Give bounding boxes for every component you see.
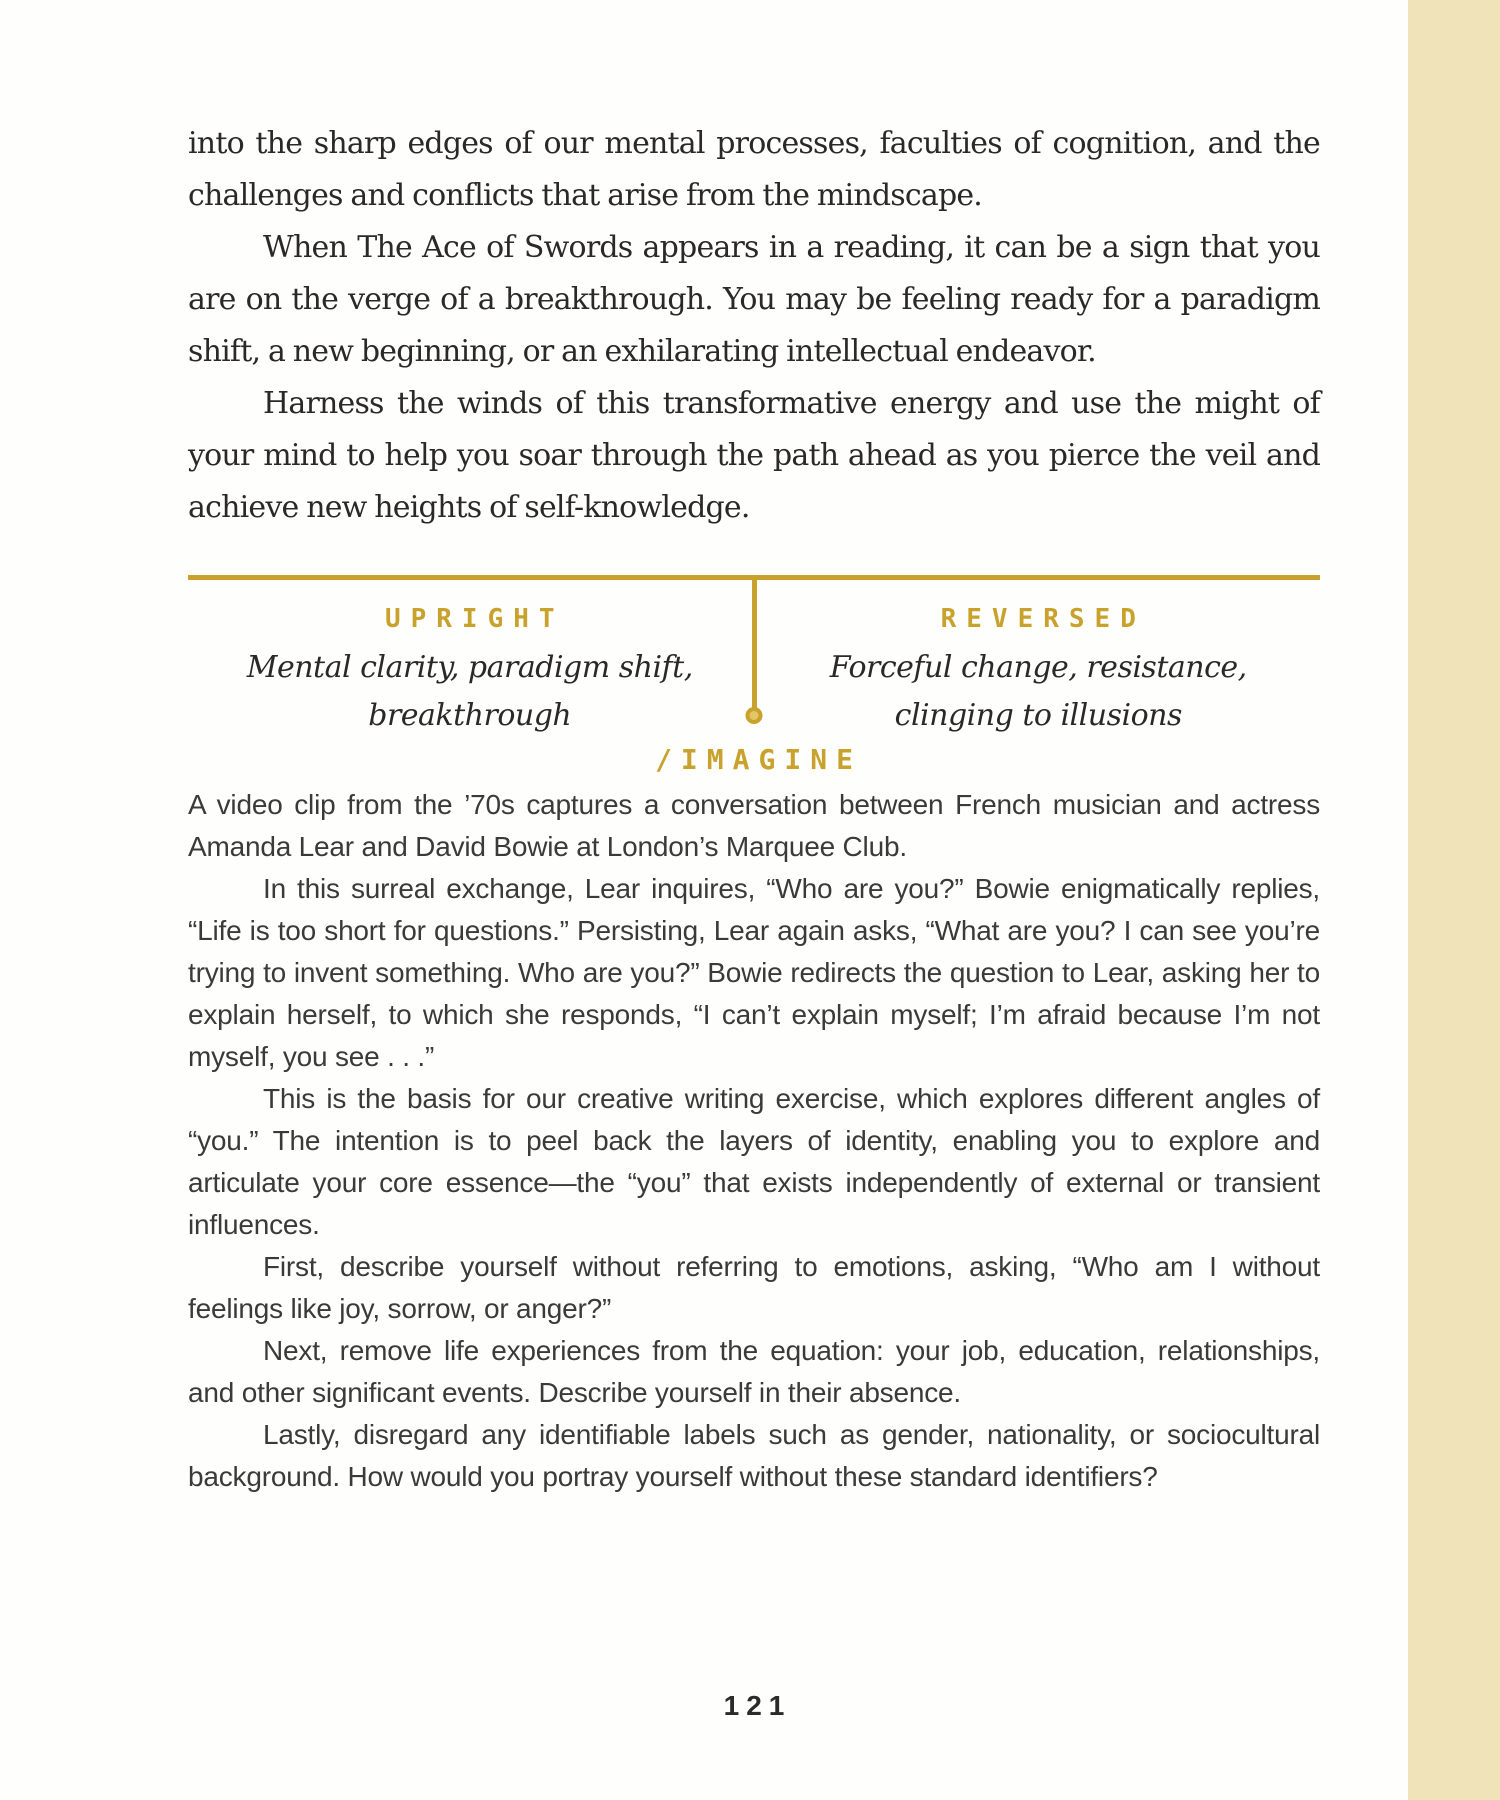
imagine-paragraph: A video clip from the ’70s captures a conversation between French musician and actress Amanda Lear and David Bowie at London’s Marquee Club. — [188, 789, 1320, 862]
upright-column — [188, 580, 752, 740]
imagine-paragraph: First, describe yourself without referring to emotions, asking, “Who am I without feelings like joy, sorrow, or anger?” — [188, 1251, 1320, 1324]
intro-paragraph: When The Ace of Swords appears in a reading, it can be a sign that you are on the verge of a breakthrough. You may be feeling ready for a paradigm shift, a new beginning, or an exhilarating intellectual endeavor. — [188, 230, 1320, 369]
card-meanings-panel — [188, 575, 1320, 740]
divider-rule-vertical — [752, 580, 757, 708]
intro-text-block — [188, 118, 1320, 534]
imagine-paragraph: This is the basis for our creative writing exercise, which explores different angles of “you.” The intention is to peel back the layers of identity, enabling you to explore and articulate your core essence—the “you” that exists independently of external or transient influences. — [188, 1083, 1320, 1240]
divider-dot — [746, 707, 763, 724]
upright-heading: UPRIGHT — [384, 604, 565, 634]
upright-keywords: Mental clarity, paradigm shift, breakthrough — [246, 650, 693, 733]
intro-paragraph: Harness the winds of this transformative energy and use the might of your mind to help you soar through the path ahead as you pierce the veil and achieve new heights of self-knowledge. — [188, 386, 1320, 525]
page-content — [188, 0, 1320, 1800]
intro-paragraph: into the sharp edges of our mental processes, faculties of cognition, and the challenges and conflicts that arise from the mindscape. — [188, 126, 1320, 213]
reversed-heading: REVERSED — [940, 604, 1146, 634]
imagine-text-block — [188, 784, 1320, 1498]
imagine-paragraph: Lastly, disregard any identifiable labels such as gender, nationality, or sociocultural background. How would you portray yourself without these standard identifiers? — [188, 1419, 1320, 1492]
reversed-column — [757, 580, 1321, 740]
page-edge-stripe — [1408, 0, 1500, 1800]
reversed-keywords: Forceful change, resistance, clinging to illusions — [829, 650, 1247, 733]
imagine-paragraph: In this surreal exchange, Lear inquires, “Who are you?” Bowie enigmatically replies, “Life is too short for questions.” Persisting, Lear again asks, “What are you? I can see you’re trying to invent something. Who are you?” Bowie redirects the question to Lear, asking her to explain herself, to which she responds, “I can’t explain myself; I’m afraid because I’m not myself, you see . . .” — [188, 873, 1320, 1072]
page-number: 121 — [723, 1690, 792, 1721]
imagine-paragraph: Next, remove life experiences from the equation: your job, education, relationships, and other significant events. Describe yourself in their absence. — [188, 1335, 1320, 1408]
imagine-heading: /IMAGINE — [655, 743, 862, 776]
